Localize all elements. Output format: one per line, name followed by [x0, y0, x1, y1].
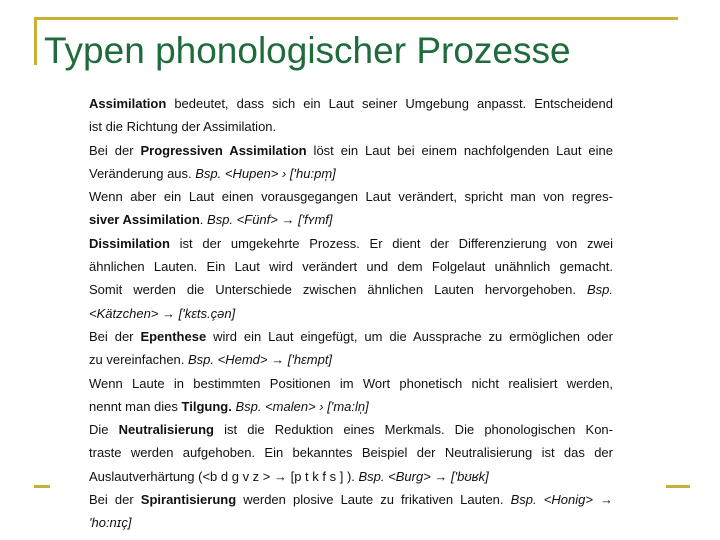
term-highlight: Tilgung. — [181, 398, 232, 414]
text-run: Veränderung aus. — [89, 165, 196, 181]
text-run: zu vereinfachen. — [89, 352, 189, 368]
text-line — [89, 278, 613, 301]
term-highlight: Epenthese — [140, 328, 207, 344]
term-highlight: Progressiven Assimilation — [140, 142, 307, 158]
text-line — [89, 162, 613, 185]
text-run: löst ein Laut bei einem nachfolgenden Laut eine — [306, 142, 613, 158]
text-line — [89, 302, 613, 325]
text-line — [89, 185, 613, 208]
text-run: Wenn Laute in bestimmten Positionen im Wort phonetisch nicht realisiert werden, — [89, 375, 613, 391]
text-line — [89, 232, 613, 255]
example-text: Bsp. <malen> › ['ma:ln̩] — [235, 398, 369, 414]
text-run: traste werden aufgehoben. Ein bekanntes Beispiel der Neutralisierung ist das der — [89, 445, 613, 461]
term-highlight: Dissimilation — [89, 235, 170, 251]
text-line — [89, 418, 613, 441]
example-text: Bsp. — [586, 282, 613, 298]
example-text: Bsp. <Hemd> → ['hɛmpt] — [188, 352, 333, 368]
frame-left-rule — [34, 17, 37, 65]
text-run: Bei der — [89, 328, 141, 344]
text-line — [89, 255, 613, 278]
text-run: . — [199, 212, 208, 228]
text-run: ist die Reduktion eines Merkmals. Die phonologischen Kon- — [214, 422, 613, 438]
text-line — [89, 465, 613, 488]
text-run: wird ein Laut eingefügt, um die Aussprache zu ermöglichen oder — [206, 328, 613, 344]
text-line — [89, 115, 613, 138]
text-run: ist die Richtung der Assimilation. — [89, 119, 277, 135]
text-line — [89, 441, 613, 464]
text-run: nennt man dies — [89, 398, 182, 414]
frame-bottom-left-rule — [34, 485, 50, 488]
example-text: Bsp. <Burg> → ['bʊʁk] — [358, 468, 489, 484]
text-line — [89, 488, 613, 511]
body-text — [89, 92, 613, 535]
text-line — [89, 511, 613, 534]
text-run: Auslautverhärtung (<b d g v z > → [p t k f s ] ). — [89, 468, 359, 484]
text-run: Bei der — [89, 142, 141, 158]
term-highlight: Assimilation — [89, 96, 167, 111]
term-highlight: Neutralisierung — [118, 422, 214, 438]
text-run: ähnlichen Lauten. Ein Laut wird verändert und dem Folgelaut unähnlich gemacht. — [89, 259, 613, 275]
example-text: Bsp. <Hupen> › ['hu:pm̩] — [195, 165, 336, 181]
text-run: Somit werden die Unterschiede zwischen ähnlichen Lauten hervorgehoben. — [89, 282, 587, 298]
text-line — [89, 139, 613, 162]
text-run: werden plosive Laute zu frikativen Lauten. — [236, 492, 511, 508]
text-line — [89, 208, 613, 231]
frame-bottom-right-rule — [666, 485, 690, 488]
text-line — [89, 325, 613, 348]
slide-title: Typen phonologischer Prozesse — [44, 30, 571, 71]
text-run: Wenn aber ein Laut einen vorausgegangen Laut verändert, spricht man von regres- — [89, 189, 613, 205]
text-line — [89, 92, 613, 115]
frame-top-rule — [34, 17, 678, 20]
example-text: Bsp. <Honig> → — [510, 492, 614, 508]
text-run: Bei der — [89, 492, 141, 508]
text-line — [89, 372, 613, 395]
example-text: <Kätzchen> → ['kɛts.çən] — [89, 305, 236, 321]
text-run: ist der umgekehrte Prozess. Er dient der Differenzierung von zwei — [169, 235, 613, 251]
term-highlight: siver Assimilation — [89, 212, 200, 228]
example-text: 'ho:nɪç] — [89, 515, 132, 531]
example-text: Bsp. <Fünf> → ['fʏmf] — [207, 212, 333, 228]
text-line — [89, 348, 613, 371]
text-line — [89, 395, 613, 418]
term-highlight: Spirantisierung — [140, 492, 237, 508]
text-run: bedeutet, dass sich ein Laut seiner Umgebung anpasst. Entscheidend — [166, 96, 613, 111]
text-run: Die — [89, 422, 119, 438]
